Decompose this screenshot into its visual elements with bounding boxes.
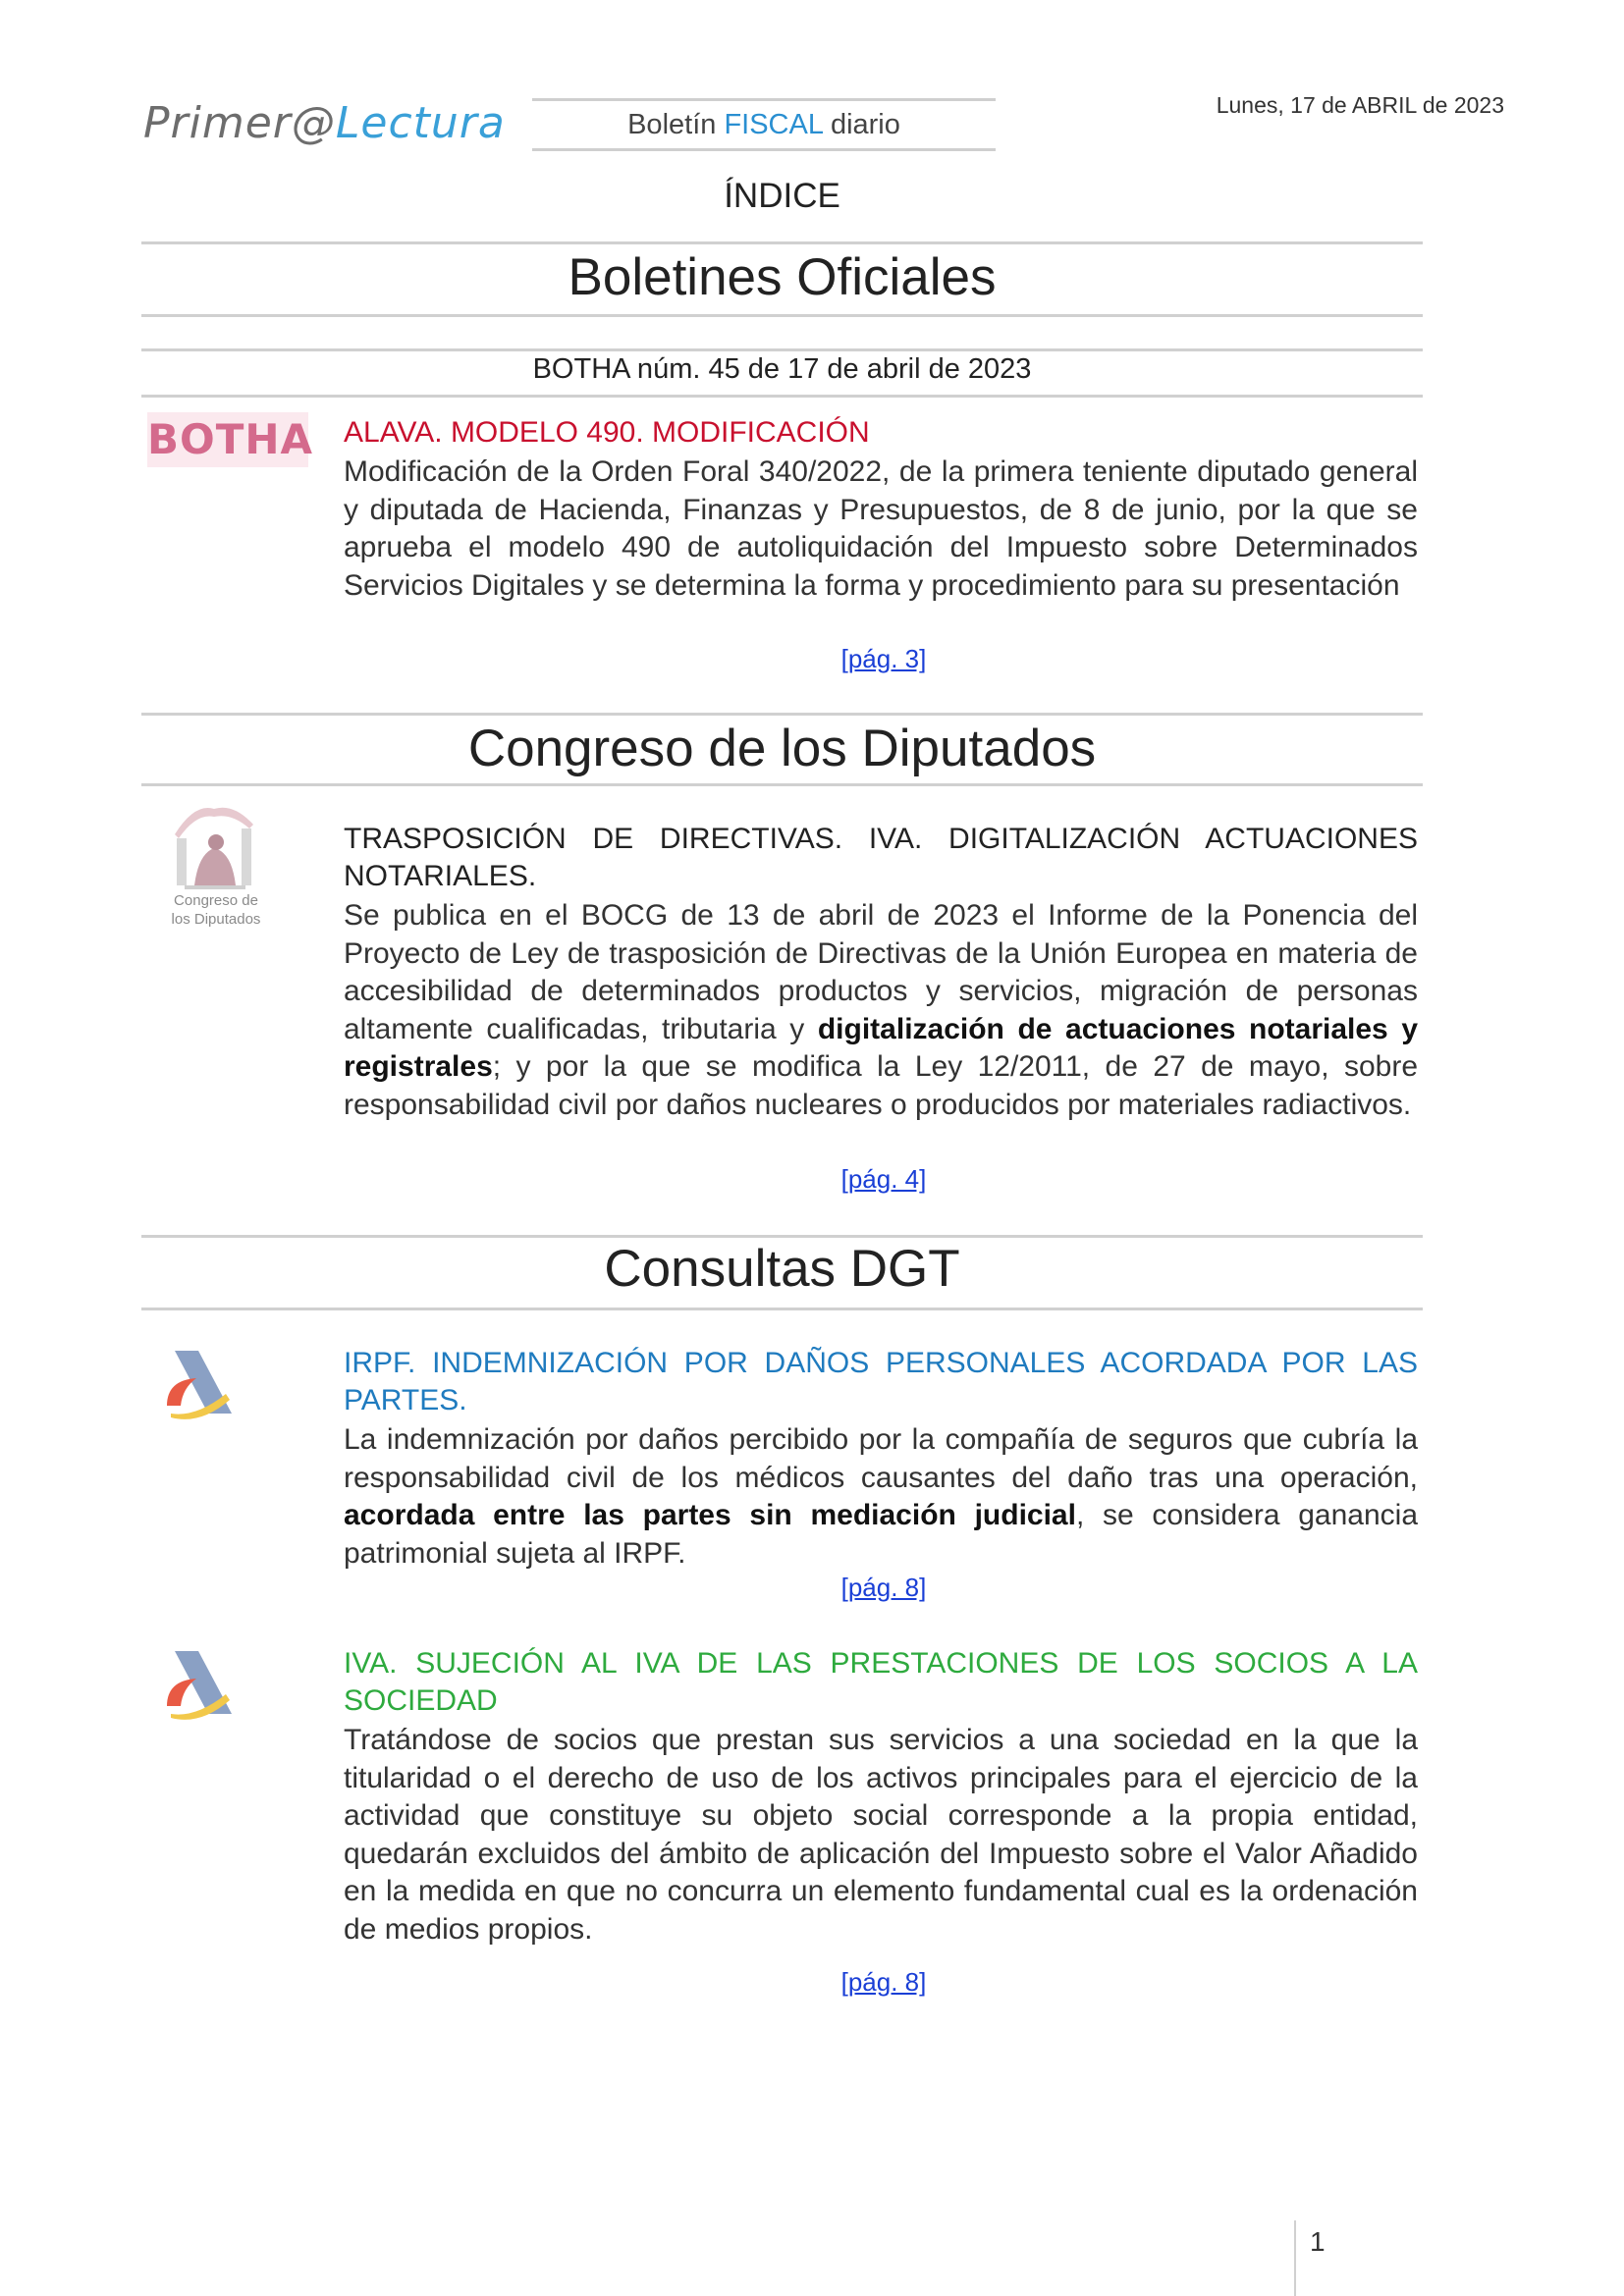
botha-logo: BOTHA xyxy=(147,412,308,467)
aeat-logo-icon xyxy=(157,1645,245,1724)
logo-primer-text: Primer@ xyxy=(143,98,336,148)
primer-lectura-logo xyxy=(143,98,506,148)
divider xyxy=(141,241,1423,244)
page-number: 1 xyxy=(1310,2226,1326,2257)
entry-body-congreso-part2: ; y por la que se modifica la Ley 12/2011, de 27 de mayo, sobre responsabilidad civil por daños nucleares o producidos por materiales radiactivos. xyxy=(344,1050,1418,1121)
entry-title-dgt-iva[interactable]: IVA. SUJECIÓN AL IVA DE LAS PRESTACIONES DE LOS SOCIOS A LA SOCIEDAD xyxy=(344,1647,1418,1717)
section-title-congreso: Congreso de los Diputados xyxy=(467,720,1097,777)
page-link-dgt-irpf[interactable]: [pág. 8] xyxy=(840,1573,927,1602)
congreso-logo-line2: los Diputados xyxy=(171,911,261,928)
divider xyxy=(141,1308,1423,1310)
entry-body-dgt-iva: Tratándose de socios que prestan sus servicios a una sociedad en la que la titularidad o el derecho de uso de los activos principales para el ejercicio de la actividad que constituye su objeto social corresponde a la propia entidad, quedarán excluidos del ámbito de aplicación del Impuesto sobre el Valor Añadido en la medida en que no concurra un elemento fundamental cual es la ordenación de medios propios. xyxy=(344,1724,1418,1946)
page-link-dgt-iva[interactable]: [pág. 8] xyxy=(840,1967,927,1997)
divider xyxy=(141,348,1423,351)
divider xyxy=(141,1235,1423,1238)
entry-body-congreso-part1: Se publica en el BOCG de 13 de abril de 2023 el Informe de la Ponencia del Proyecto de Ley de trasposición de Directivas de la Unión Europea en materia de accesibilidad de determinados productos y servicios, migración de personas altamente cualificadas, tributaria y xyxy=(344,899,1418,1045)
entry-title-botha[interactable]: ALAVA. MODELO 490. MODIFICACIÓN xyxy=(344,416,870,449)
congreso-logo-caption xyxy=(147,891,285,929)
entry-title-congreso[interactable]: TRASPOSICIÓN DE DIRECTIVAS. IVA. DIGITALIZACIÓN ACTUACIONES NOTARIALES. xyxy=(344,823,1418,892)
logo-lectura-text: Lectura xyxy=(335,98,506,148)
page-link-botha[interactable]: [pág. 3] xyxy=(840,644,927,673)
congreso-logo-line1: Congreso de xyxy=(174,892,258,909)
botha-subheading: BOTHA núm. 45 de 17 de abril de 2023 xyxy=(532,353,1032,385)
boletin-post: diario xyxy=(822,109,900,140)
divider xyxy=(141,713,1423,716)
page-link-congreso[interactable]: [pág. 4] xyxy=(840,1164,927,1194)
boletin-fiscal-word: FISCAL xyxy=(724,109,823,140)
page-number-divider xyxy=(1294,2220,1296,2296)
entry-body-congreso xyxy=(344,897,1418,1125)
section-title-boletines: Boletines Oficiales xyxy=(568,248,997,306)
issue-date: Lunes, 17 de ABRIL de 2023 xyxy=(1216,92,1504,118)
boletin-fiscal-header xyxy=(532,98,996,151)
section-title-dgt: Consultas DGT xyxy=(604,1240,960,1298)
entry-body-dgt-irpf-bold: acordada entre las partes sin mediación judicial xyxy=(344,1499,1076,1532)
entry-body-dgt-irpf xyxy=(344,1421,1418,1573)
entry-body-dgt-irpf-part1: La indemnización por daños percibido por la compañía de seguros que cubría la responsabilidad civil de los médicos causantes del daño tras una operación, xyxy=(344,1423,1418,1494)
entry-body-botha: Modificación de la Orden Foral 340/2022, de la primera teniente diputado general y diputada de Hacienda, Finanzas y Presupuestos, de 8 de junio, por la que se aprueba el modelo 490 de autoliquidación del Impuesto sobre Determinados Servicios Digitales y se determina la forma y procedimiento para su presentación xyxy=(344,455,1418,602)
divider xyxy=(141,395,1423,398)
boletin-pre: Boletín xyxy=(627,109,725,140)
aeat-logo-icon xyxy=(157,1345,245,1423)
entry-title-dgt-irpf[interactable]: IRPF. INDEMNIZACIÓN POR DAÑOS PERSONALES ACORDADA POR LAS PARTES. xyxy=(344,1347,1418,1416)
entry-body-dgt-irpf-part2: , se considera ganancia patrimonial sujeta al IRPF. xyxy=(344,1499,1419,1570)
indice-title: ÍNDICE xyxy=(724,177,840,215)
entry-body-congreso-bold: digitalización de actuaciones notariales y registrales xyxy=(344,1012,1418,1084)
divider xyxy=(141,783,1423,786)
divider xyxy=(141,314,1423,317)
